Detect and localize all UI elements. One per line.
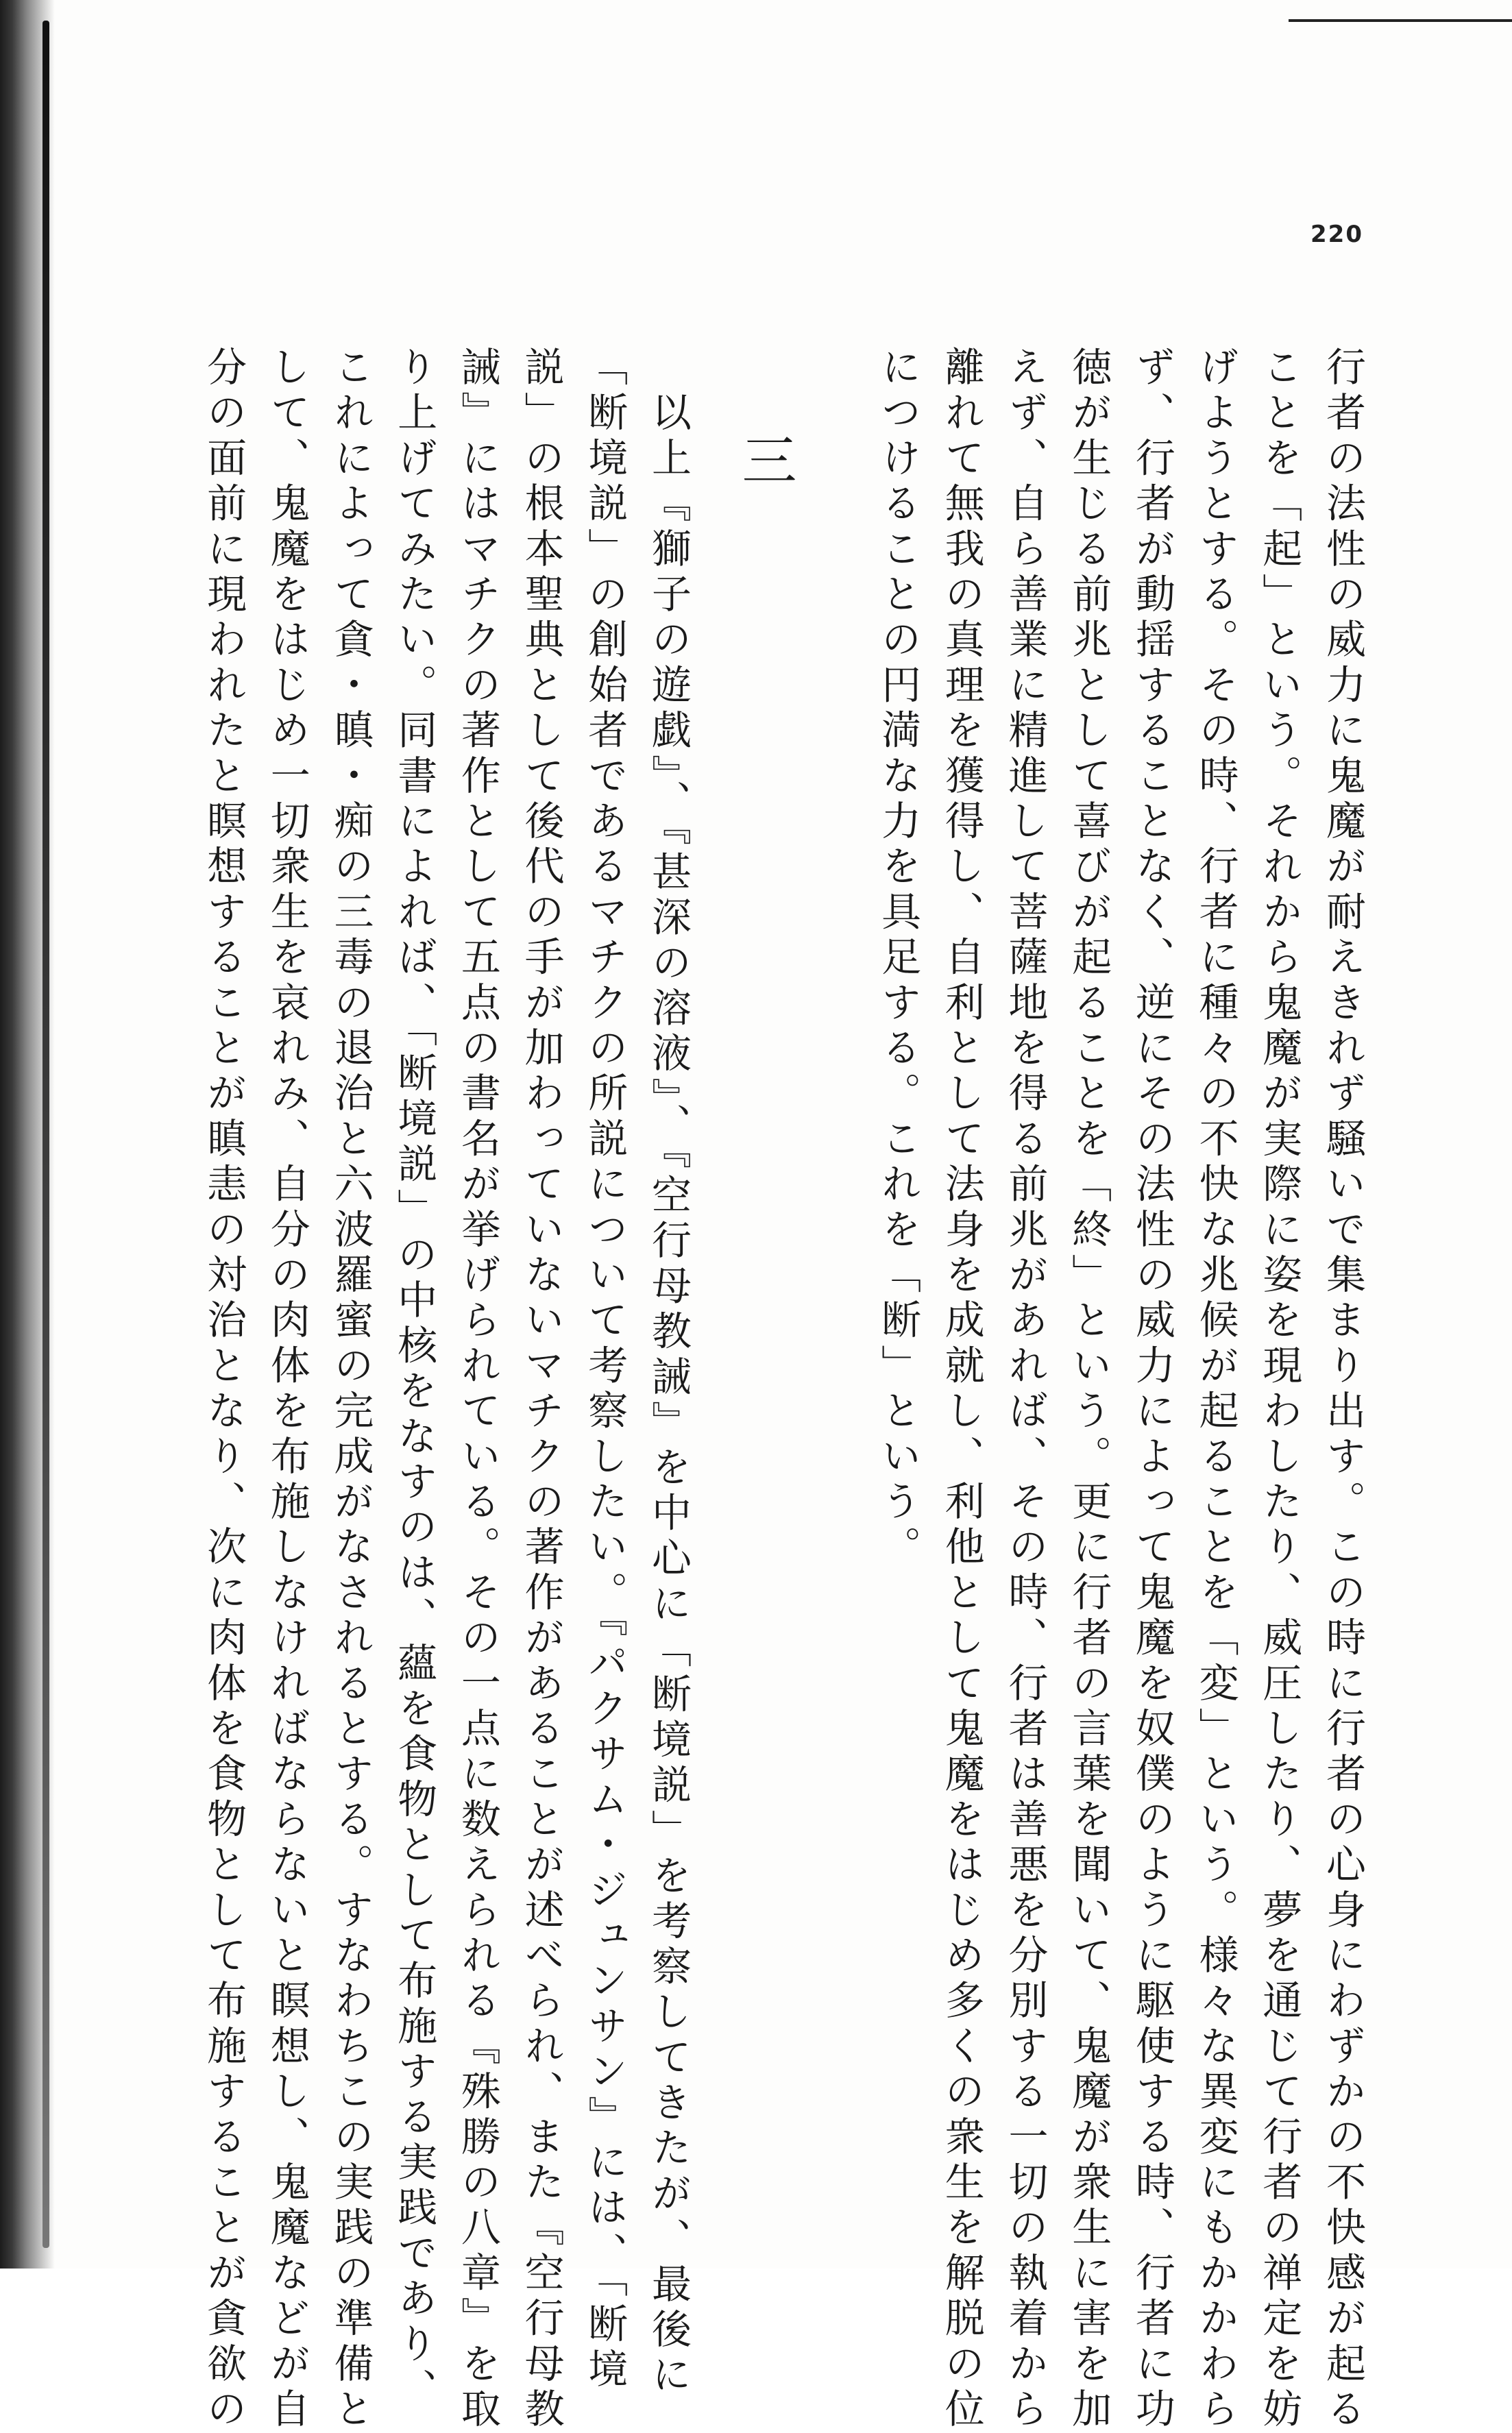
binding-edge — [42, 21, 49, 2248]
text-line: えず、自ら善業に精進して菩薩地を得る前兆があれば、その時、行者は善悪を分別する一切の執着から — [1001, 346, 1049, 2433]
text-line: ず、行者が動揺することなく、逆にその法性の威力によって鬼魔を奴僕のように駆使する時、行者に功 — [1128, 346, 1175, 2433]
text-line: 「断境説」の創始者であるマチクの所説について考察したい。『パクサム・ジュンサン』には、「断境 — [581, 346, 629, 2394]
text-line: げようとする。その時、行者に種々の不快な兆候が起ることを「変」という。様々な異変にもかかわら — [1192, 346, 1239, 2433]
text-line: 分の面前に現われたと瞑想することが瞋恚の対治となり、次に肉体を食物として布施することが貪欲の — [200, 346, 247, 2433]
text-line: これによって貪・瞋・痴の三毒の退治と六波羅蜜の完成がなされるとする。すなわちこの実践の準備と — [327, 346, 374, 2433]
page-number: 220 — [1310, 221, 1363, 248]
text-line: 行者の法性の威力に鬼魔が耐えきれず騒いで集まり出す。この時に行者の心身にわずかの不快感が起る — [1319, 346, 1366, 2433]
paragraph-2 — [191, 346, 700, 2433]
text-line: して、鬼魔をはじめ一切衆生を哀れみ、自分の肉体を布施しなければならないと瞑想し、鬼魔などが自 — [263, 346, 310, 2433]
text-line: り上げてみたい。同書によれば、「断境説」の中核をなすのは、蘊を食物として布施する実践であり、 — [391, 346, 438, 2414]
text-line: 説」の根本聖典として後代の手が加わっていないマチクの著作があることが述べられ、また『空行母教 — [517, 346, 565, 2433]
text-line: ことを「起」という。それから鬼魔が実際に姿を現わしたり、威圧したり、夢を通じて行者の禅定を妨 — [1256, 346, 1303, 2433]
text-line: 誡』にはマチクの著作として五点の書名が挙げられている。その一点に数えられる『殊勝の八章』を取 — [454, 346, 501, 2433]
section-heading: 三 — [733, 432, 796, 487]
text-line: 徳が生じる前兆として喜びが起ることを「終」という。更に行者の言葉を聞いて、鬼魔が衆生に害を加 — [1065, 346, 1112, 2433]
text-line: 以上『獅子の遊戯』、『甚深の溶液』、『空行母教誡』を中心に「断境説」を考察してきたが、最後に — [645, 346, 692, 2399]
paragraph-1 — [866, 346, 1374, 2433]
top-rule — [1289, 19, 1512, 22]
text-line: 離れて無我の真理を獲得し、自利として法身を成就し、利他として鬼魔をはじめ多くの衆生を解脱の位 — [938, 346, 985, 2433]
text-line: につけることの円満な力を具足する。これを「断」という。 — [875, 346, 922, 1572]
